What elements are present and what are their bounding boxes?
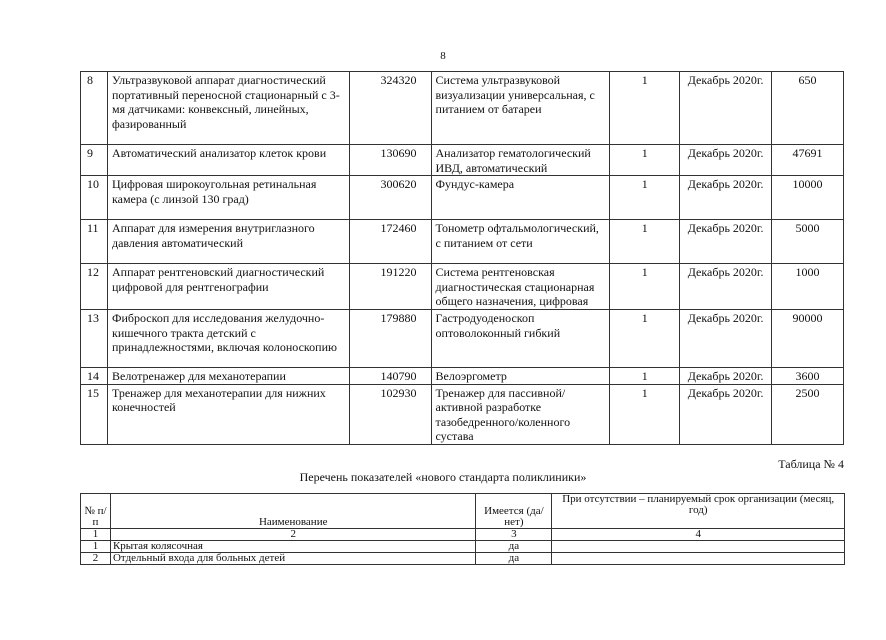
index-cell: 1 [81,529,111,541]
equipment-qty: 1 [610,367,680,384]
page-number: 8 [440,50,446,62]
equipment-spec: Тонометр офтальмологический, с питанием от сети [431,220,610,264]
equipment-spec: Система рентгеновская диагностическая стационарная общего назначения, цифровая [431,264,610,310]
equipment-code: 300620 [349,176,431,220]
row-number: 12 [81,264,108,310]
equipment-spec: Гастродуоденоскоп оптоволоконный гибкий [431,309,610,367]
delivery-date: Декабрь 2020г. [680,264,772,310]
delivery-date: Декабрь 2020г. [680,384,772,444]
delivery-date: Декабрь 2020г. [680,309,772,367]
delivery-date: Декабрь 2020г. [680,72,772,145]
row-number: 13 [81,309,108,367]
header-name: Наименование [110,494,475,529]
equipment-amount: 90000 [772,309,844,367]
equipment-spec: Анализатор гематологический ИВД, автоматический [431,145,610,176]
header-num: № п/п [81,494,111,529]
equipment-name: Цифровая широкоугольная ретинальная камера (с линзой 130 град) [107,176,349,220]
row-plan [552,541,845,553]
equipment-name: Велотренажер для механотерапии [107,367,349,384]
equipment-spec: Тренажер для пассивной/активной разработке тазобедренного/коленного сустава [431,384,610,444]
row-number: 15 [81,384,108,444]
equipment-name: Ультразвуковой аппарат диагностический портативный переносной стационарный с 3-мя датчиками: конвексный, линейных, фазированный [107,72,349,145]
index-cell: 3 [476,529,552,541]
equipment-amount: 5000 [772,220,844,264]
index-cell: 2 [110,529,475,541]
table-header-row [81,494,845,529]
row-name: Отдельный входа для больных детей [110,553,475,565]
equipment-name: Аппарат рентгеновский диагностический цифровой для рентгенографии [107,264,349,310]
equipment-table [80,71,844,445]
equipment-spec: Фундус-камера [431,176,610,220]
equipment-name: Тренажер для механотерапии для нижних конечностей [107,384,349,444]
equipment-code: 172460 [349,220,431,264]
delivery-date: Декабрь 2020г. [680,145,772,176]
row-number: 14 [81,367,108,384]
table-row [81,220,844,264]
table-row [81,145,844,176]
column-index-row [81,529,845,541]
header-has: Имеется (да/нет) [476,494,552,529]
table-caption-title: Перечень показателей «нового стандарта поликлиники» [299,470,587,484]
table-row [81,309,844,367]
equipment-spec: Велоэргометр [431,367,610,384]
equipment-code: 102930 [349,384,431,444]
row-number: 9 [81,145,108,176]
row-has: да [476,541,552,553]
header-plan: При отсутствии – планируемый срок организации (месяц, год) [552,494,845,529]
equipment-amount: 1000 [772,264,844,310]
equipment-qty: 1 [610,72,680,145]
row-has: да [476,553,552,565]
equipment-qty: 1 [610,309,680,367]
table-row [81,367,844,384]
table-row [81,176,844,220]
row-num: 1 [81,541,111,553]
row-number: 11 [81,220,108,264]
equipment-amount: 2500 [772,384,844,444]
delivery-date: Декабрь 2020г. [680,367,772,384]
equipment-name: Автоматический анализатор клеток крови [107,145,349,176]
equipment-code: 130690 [349,145,431,176]
equipment-amount: 650 [772,72,844,145]
equipment-code: 191220 [349,264,431,310]
equipment-qty: 1 [610,176,680,220]
row-name: Крытая колясочная [110,541,475,553]
equipment-code: 140790 [349,367,431,384]
equipment-name: Фиброскоп для исследования желудочно-кишечного тракта детский с принадлежностями, включая колоноскопию [107,309,349,367]
equipment-qty: 1 [610,384,680,444]
table-row [81,384,844,444]
delivery-date: Декабрь 2020г. [680,176,772,220]
equipment-code: 179880 [349,309,431,367]
table-row [81,264,844,310]
index-cell: 4 [552,529,845,541]
equipment-amount: 3600 [772,367,844,384]
table-row [81,553,845,565]
equipment-qty: 1 [610,264,680,310]
indicators-table [80,493,845,565]
table-row [81,541,845,553]
table-row [81,72,844,145]
equipment-qty: 1 [610,145,680,176]
equipment-amount: 47691 [772,145,844,176]
equipment-spec: Система ультразвуковой визуализации универсальная, с питанием от батареи [431,72,610,145]
row-plan [552,553,845,565]
equipment-qty: 1 [610,220,680,264]
equipment-amount: 10000 [772,176,844,220]
row-num: 2 [81,553,111,565]
equipment-code: 324320 [349,72,431,145]
table-caption-number: Таблица № 4 [778,457,844,471]
row-number: 8 [81,72,108,145]
row-number: 10 [81,176,108,220]
equipment-name: Аппарат для измерения внутриглазного давления автоматический [107,220,349,264]
delivery-date: Декабрь 2020г. [680,220,772,264]
